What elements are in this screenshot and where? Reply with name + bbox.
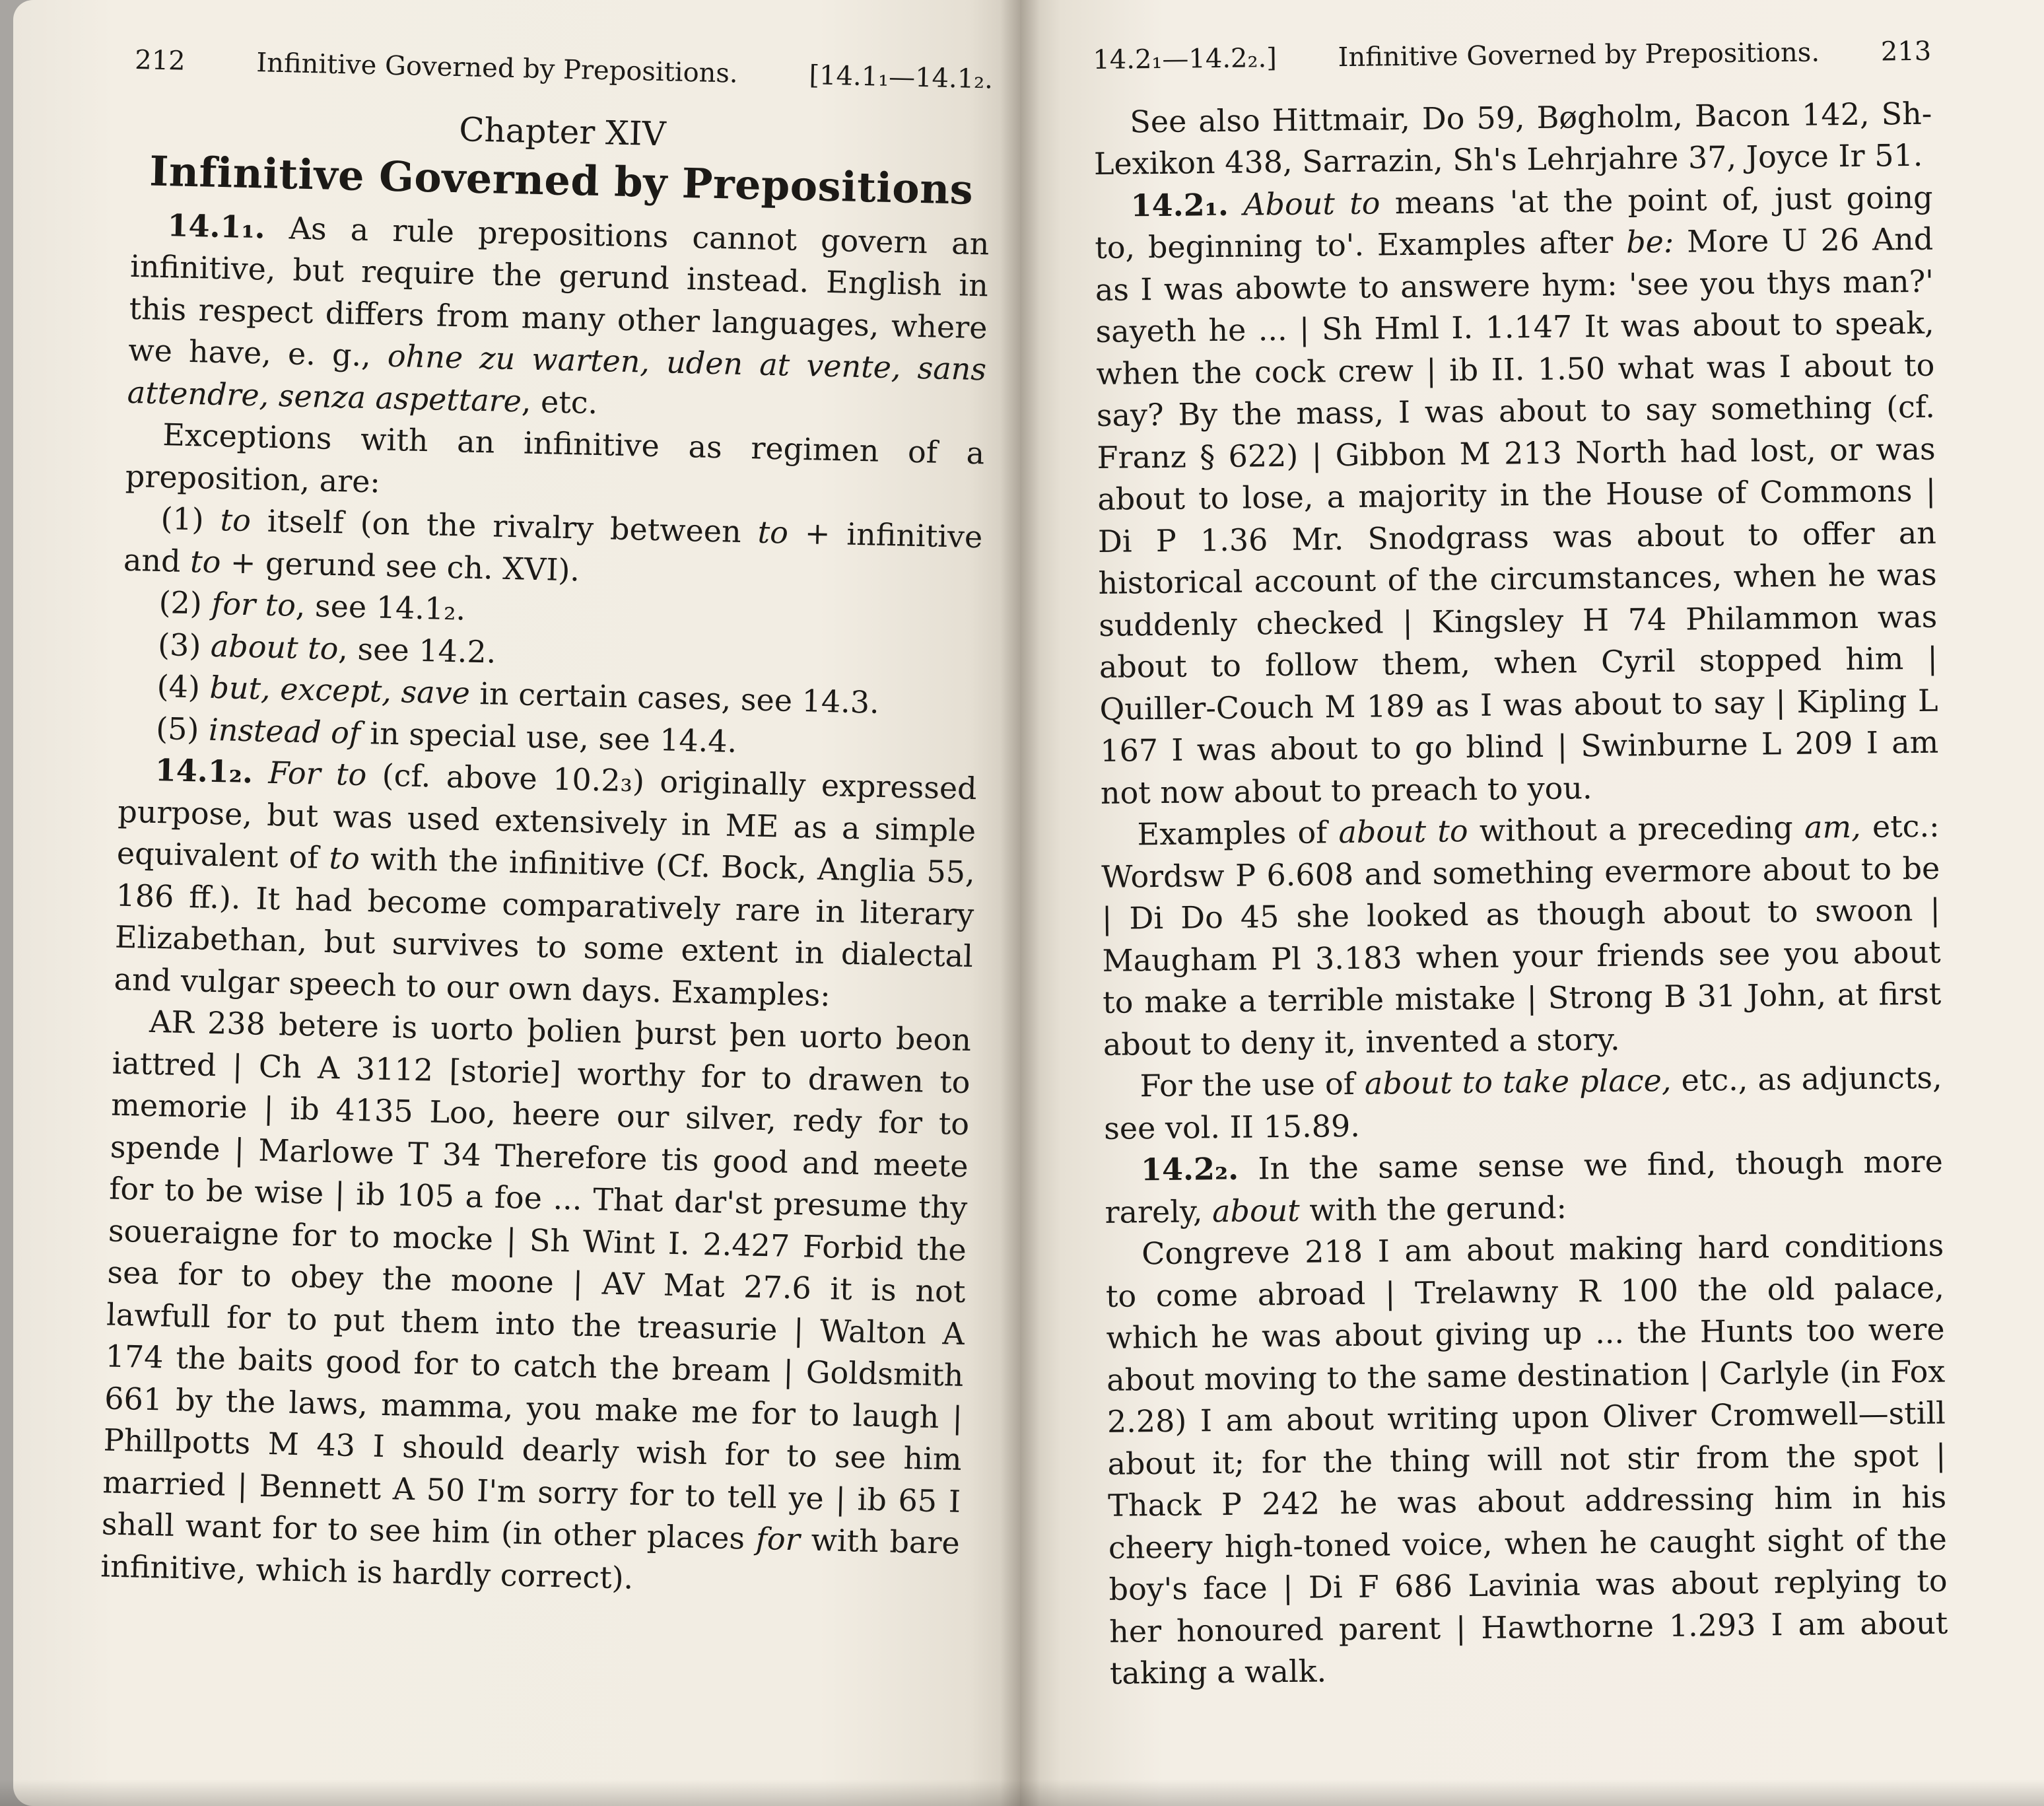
paragraph-14-1-2: 14.1₂. For to (cf. above 10.2₃) originally expressed purpose, but was used extensively in ME as a simple equivalent of to with the infinitive (Cf. Bock, Anglia 55, 186 ff.). It had become comparatively rare in literary Elizabethan, but survives to some extent in dialectal and vulgar speech to our own days. Examples: [114, 751, 978, 1013]
left-running-title: Infinitive Governed by Prepositions. [256, 48, 739, 89]
paragraph-see-also: See also Hittmair, Do 59, Bøgholm, Bacon 142, Sh-Lexikon 438, Sarrazin, Sh's Lehrjahre 37, Joyce Ir 51. [1093, 95, 1932, 182]
paragraph-adjuncts: For the use of about to take place, etc., as adjuncts, see vol. II 15.89. [1103, 1059, 1942, 1146]
paragraph-14-1-1: 14.1₁. As a rule prepositions cannot govern an infinitive, but require the gerund instead. English in this respect differs from many other languages, where we have, e. g., ohne zu warten, uden at vente, sans attendre, senza aspettare, etc. [127, 207, 990, 421]
paragraph-exceptions: Exceptions with an infinitive as regimen of a preposition, are: [125, 417, 985, 500]
left-running-range: [14.1₁—14.1₂. [808, 60, 994, 95]
right-running-head [1093, 31, 1932, 82]
right-running-title: Infinitive Governed by Prepositions. [1338, 37, 1820, 73]
section-number: 14.2₁. [1130, 186, 1229, 223]
list-item: (3) about to, see 14.2. [157, 626, 496, 670]
section-number: 14.2₂. [1140, 1150, 1239, 1188]
chapter-title: Infinitive Governed by Prepositions [149, 147, 974, 214]
list-item: (2) for to, see 14.1₂. [158, 584, 466, 627]
paragraph-14-2-1: 14.2₁. About to means 'at the point of, just going to, beginning to'. Examples after be: More U 26 And as I was abowte to answere hym: 'see you thys man?' sayeth he ... | Sh Hml I. 1.147 It was about to speak, when the cock crew | ib II. 1.50 what was I about to say? By the mass, I was about to say something (cf. Franz § 622) | Gibbon M 213 North had lost, or was about to lose, a majority in the House of Commons | Di P 1.36 Mr. Snodgrass was about to offer an historical account of the circumstances, when he was suddenly checked | Kingsley H 74 Philammon was about to follow them, when Cyril stopped him | Quiller-Couch M 189 as I was about to say | Kipling L 167 I was about to go blind | Swinburne L 209 I am not now about to preach to you. [1095, 179, 1939, 811]
section-number: 14.1₁. [167, 207, 266, 246]
exceptions-list [119, 497, 983, 768]
paragraph-about-to-examples: Examples of about to without a preceding am, etc.: Wordsw P 6.608 and something evermore about to be | Di Do 45 she looked as though about to swoon | Maugham Pl 3.183 when your friends see you about to make a terrible mistake | Strong B 31 John, at first about to deny it, invented a story. [1101, 808, 1942, 1062]
page-bottom-shadow [0, 1780, 2044, 1806]
paragraph-examples-for-to: AR 238 betere is uorto þolien þurst þen uorto beon iattred | Ch A 3112 [storie] worthy for to drawen to memorie | ib 4135 Loo, heere our silver, redy for to spende | Marlowe T 34 Therefore tis good and meete for to be wise | ib 105 a foe ... That dar'st presume thy soueraigne for to mocke | Sh Wint I. 2.427 Forbid the sea for to obey the moone | AV Mat 27.6 it is not lawfull for to put them into the treasurie | Walton A 174 the baits good for to catch the bream | Goldsmith 661 by the laws, mamma, you make me for to laugh | Phillpotts M 43 I should dearly wish for to see him married | Bennett A 50 I'm sorry for to tell ye | ib 65 I shall want for to see him (in other places for with bare infinitive, which is hardly correct). [100, 1003, 972, 1596]
book-gutter [1000, 0, 1040, 1806]
paragraph-gerund-examples: Congreve 218 I am about making hard conditions to come abroad | Trelawny R 100 the old palace, which he was about giving up ... the Hunts too were about moving to the same destination | Carlyle (in Fox 2.28) I am about writing upon Oliver Cromwell—still about it; for the thing will not stir from the spot | Thack P 242 he was about addressing him in his cheery high-toned voice, when he caught sight of the boy's face | Di F 686 Lavinia was about replying to her honoured parent | Hawthorne 1.293 I am about taking a walk. [1105, 1227, 1948, 1691]
paragraph-14-2-2: 14.2₂. In the same sense we find, though more rarely, about with the gerund: [1105, 1143, 1944, 1230]
right-running-range: 14.2₁—14.2₂.] [1093, 43, 1278, 75]
chapter-label: Chapter XIV [458, 110, 667, 153]
list-item: (4) but, except, save in certain cases, see 14.3. [156, 668, 880, 720]
right-page-text [1093, 31, 1948, 1695]
left-page-text [100, 40, 994, 1607]
section-number: 14.1₂. [154, 751, 254, 790]
list-item: (1) to itself (on the rivalry between to + infinitive and to + gerund see ch. XVI). [123, 501, 983, 588]
list-item: (5) instead of in special use, see 14.4. [155, 710, 737, 759]
right-page-number: 213 [1880, 36, 1932, 67]
left-page-number: 212 [134, 44, 186, 77]
